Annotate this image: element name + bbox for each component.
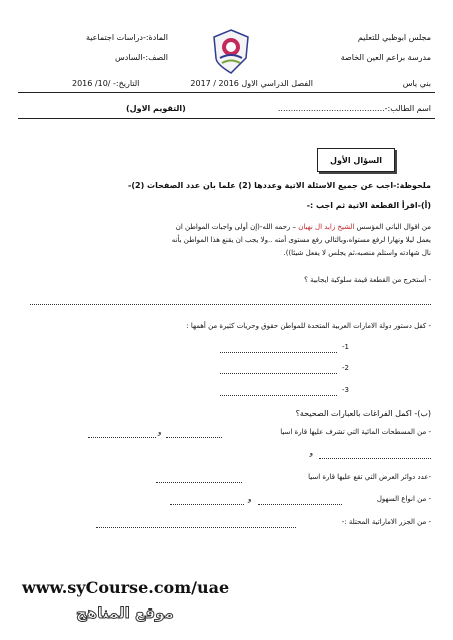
passage-line-3: نال شهادته واستلم منصبه،ثم يجلس لا يفعل شيئا)). <box>283 249 431 257</box>
fill-latitude-circles: -عدد دوائر العرض التي تقع عليها قارة اسيا <box>308 473 431 481</box>
question-title: السؤال الأول <box>330 155 382 165</box>
rights-item-1-number: 1- <box>342 343 349 351</box>
fill-latitude-circles-blank[interactable] <box>156 482 242 483</box>
part-a-heading: (أ)-اقرأ القطعة الاتية ثم اجب :- <box>306 201 431 210</box>
rights-item-3-number: 3- <box>342 386 349 394</box>
question-constitution-rights: - كفل دستور دولة الامارات العربية المتحدة للمواطن حقوق وحريات كثيرة من أهمها : <box>186 322 431 330</box>
footer-url: www.syCourse.com/uae <box>22 578 230 597</box>
fill-water-bodies-blank-3[interactable] <box>319 458 431 459</box>
header-divider <box>18 92 435 93</box>
fill-plains-and: و <box>248 495 252 503</box>
question-title-box <box>317 148 395 172</box>
fill-water-bodies-and: و <box>158 428 162 436</box>
passage-line-1-end: – رحمه الله-(إن أولى واجبات المواطن ان <box>175 223 297 231</box>
assessment-label: (التقويم الاول) <box>126 104 186 113</box>
term-label: الفصل الدراسي الاول 2016 / 2017 <box>190 79 313 88</box>
school-name: مدرسة براعم العين الخاصة <box>340 53 431 62</box>
part-b-heading: (ب)- اكمل الفراغات بالعبارات الصحيحة؟ <box>295 409 431 418</box>
date-label: التاريخ:- /10/ 2016 <box>72 79 140 88</box>
council-name: مجلس ابوظبي للتعليم <box>357 33 431 42</box>
student-name-field: اسم الطالب:-.......................................... <box>277 104 431 113</box>
passage-sheikh-name: الشيخ زايد ال نهيان <box>298 223 355 231</box>
fill-plains-blank-1[interactable] <box>258 504 342 505</box>
fill-water-bodies: - من المسطحات المائية التي تشرف عليها قارة اسيا <box>280 428 431 436</box>
gender-label: بني ياس <box>402 79 431 88</box>
rights-item-1-answer[interactable] <box>220 352 337 353</box>
answer-line-positive-value[interactable] <box>30 304 431 305</box>
instructions-note: ملحوظة:-اجب عن جميع الاسئلة الاتية وعددها (2) علما بان عدد الصفحات (2)- <box>128 181 431 190</box>
fill-occupied-islands-blank[interactable] <box>96 527 296 528</box>
rights-item-3-answer[interactable] <box>220 395 337 396</box>
rights-item-2-answer[interactable] <box>220 373 337 374</box>
grade-label: الصف:-السادس <box>114 53 168 62</box>
fill-plains-types: - من انواع السهول <box>376 495 431 503</box>
rights-item-2-number: 2- <box>342 364 349 372</box>
school-logo <box>212 28 250 74</box>
fill-plains-blank-2[interactable] <box>170 504 244 505</box>
site-watermark: موقع المناهج <box>76 604 174 622</box>
subject-label: المادة:-دراسات اجتماعية <box>85 33 168 42</box>
passage-line-1-start: من اقوال الباني المؤسس <box>356 223 431 231</box>
fill-water-bodies-blank-1[interactable] <box>166 437 222 438</box>
fill-occupied-islands: - من الجزر الاماراتية المحتلة :- <box>341 518 431 526</box>
fill-water-bodies-blank-2[interactable] <box>88 437 156 438</box>
question-positive-value: - أستخرج من القطعة قيمة سلوكية ايجابية ؟ <box>304 276 431 284</box>
passage-line-1 <box>21 223 431 232</box>
name-divider <box>18 118 435 119</box>
passage-line-2: يعمل ليلا ونهارا لرفع مستواه،وبالتالي رفع مستوى أمته ..ولا يجب ان يقنع هذا المواطن بأنه <box>171 236 431 244</box>
fill-water-bodies-and-2: و <box>309 449 313 457</box>
